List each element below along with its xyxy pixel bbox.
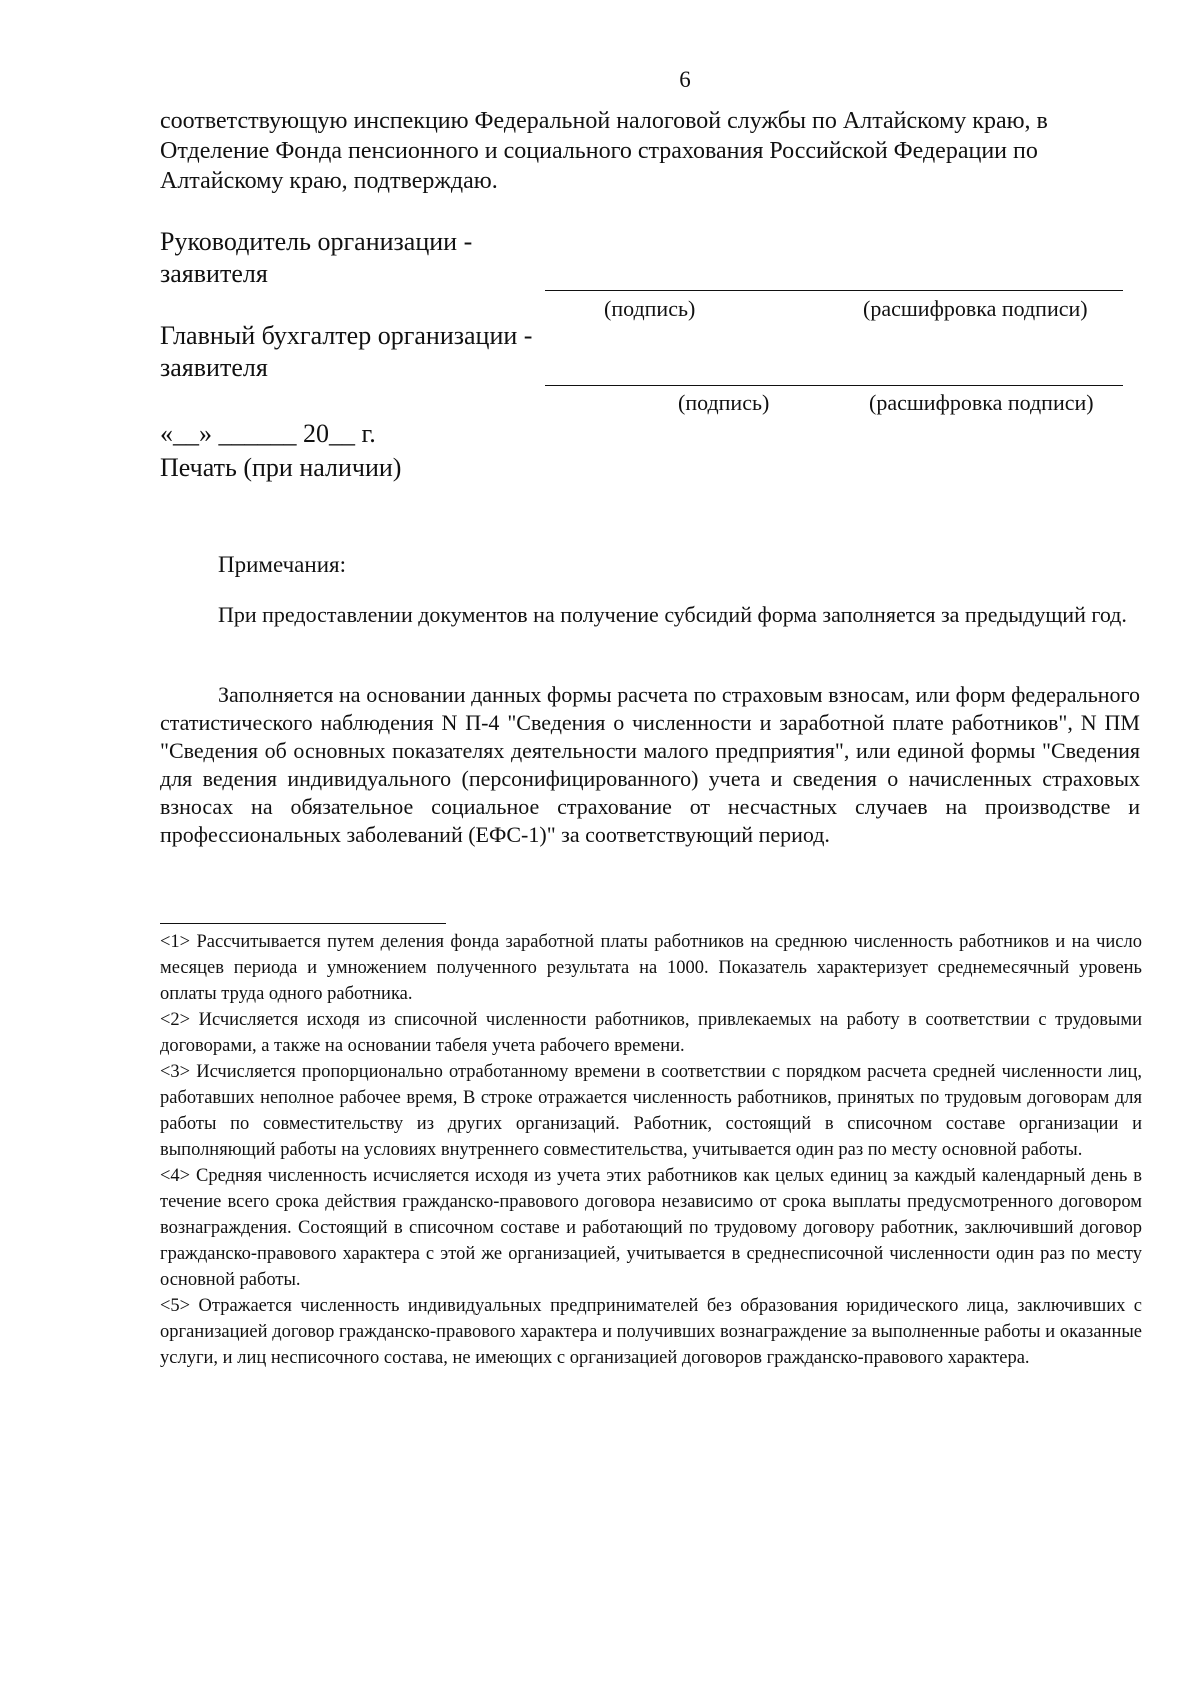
footnote-4: <4> Средняя численность исчисляется исходя из учета этих работников как целых единиц за каждый календарный день в течение всего срока действия гражданско-правового договора независимо от срока выплаты предусмотренного договором вознаграждения. Состоящий в списочном составе и работающий по трудовому договору работник, заключивший договор гражданско-правового характера с этой же организацией, учитывается в среднесписочной численности один раз по месту основной работы.	[160, 1166, 1142, 1290]
accountant-signature-caption: (подпись)	[678, 390, 770, 415]
head-signature-caption: (подпись)	[604, 296, 696, 321]
date-line: «__» ______ 20__ г.	[160, 419, 376, 448]
accountant-signature-line	[545, 385, 1123, 386]
head-signer-line2: заявителя	[160, 259, 268, 288]
note-paragraph-2	[160, 681, 1140, 849]
footnote-5: <5> Отражается численность индивидуальных предпринимателей без образования юридического лица, заключивших с организацией договор гражданско-правового характера и получивших вознаграждение за выполненные работы и оказанные услуги, и лиц несписочного состава, не имеющих с организацией договоров гражданско-правового характера.	[160, 1296, 1142, 1368]
accountant-decoding-caption: (расшифровка подписи)	[869, 390, 1094, 415]
accountant-signer-label	[160, 320, 532, 384]
footnote-1: <1> Рассчитывается путем деления фонда заработной платы работников на среднюю численность работников и на число месяцев периода и умножением полученного результата на 1000. Показатель характеризует среднемесячный уровень оплаты труда одного работника.	[160, 932, 1142, 1004]
accountant-signer-line1: Главный бухгалтер организации -	[160, 321, 533, 350]
intro-paragraph	[160, 106, 1150, 196]
note-text-2: Заполняется на основании данных формы расчета по страховым взносам, или форм федерального статистического наблюдения N П-4 "Сведения о численности и заработной плате работников", N ПМ "Сведения об основных показателях деятельности малого предприятия", или единой формы "Сведения для ведения индивидуального (персонифицированного) учета и сведения о начисленных страховых взносах на обязательное социальное страхование от несчастных случаев на производстве и профессиональных заболеваний (ЕФС-1)" за соответствующий период.	[160, 682, 1140, 847]
intro-text: соответствующую инспекцию Федеральной налоговой службы по Алтайскому краю, в Отделение Фонда пенсионного и социального страхования Российской Федерации по Алтайскому краю, подтверждаю.	[160, 108, 1048, 194]
notes-heading: Примечания:	[218, 552, 346, 577]
footnote-3: <3> Исчисляется пропорционально отработанному времени в соответствии с порядком расчета средней численности лиц, работавших неполное рабочее время, В строке отражается численность работников, принятых по трудовым договорам для работы по совместительству из других организаций. Работник, состоящий в списочном составе организации и выполняющий работы на условиях внутреннего совместительства, учитывается один раз по месту основной работы.	[160, 1062, 1142, 1160]
footnote-separator	[160, 923, 446, 924]
page-number: 6	[679, 67, 691, 92]
footnotes	[160, 929, 1142, 1371]
note-text-1: При предоставлении документов на получение субсидий форма заполняется за предыдущий год.	[218, 602, 1127, 627]
head-decoding-caption: (расшифровка подписи)	[863, 296, 1088, 321]
head-signer-label	[160, 226, 472, 290]
head-signer-line1: Руководитель организации -	[160, 227, 473, 256]
head-signature-line	[545, 290, 1123, 291]
footnote-2: <2> Исчисляется исходя из списочной численности работников, привлекаемых на работу в соответствии с трудовыми договорами, а также на основании табеля учета рабочего времени.	[160, 1010, 1142, 1056]
stamp-line: Печать (при наличии)	[160, 453, 402, 482]
note-paragraph-1	[160, 601, 1140, 629]
accountant-signer-line2: заявителя	[160, 353, 268, 382]
